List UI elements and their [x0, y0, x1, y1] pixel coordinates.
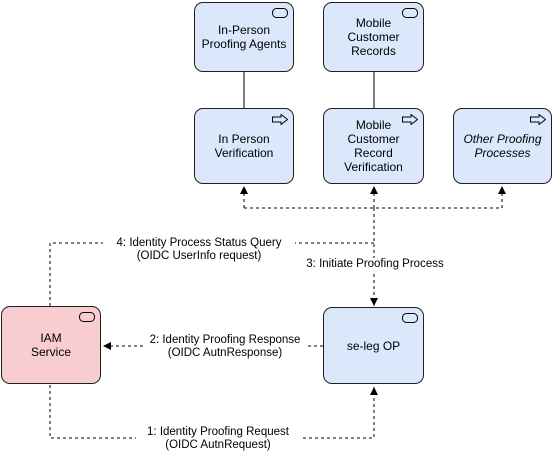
node-label: In-Person Proofing Agents — [201, 23, 287, 51]
process-arrow-icon — [402, 114, 418, 125]
rounded-rect-icon — [402, 313, 418, 323]
node-se-leg-op[interactable] — [323, 307, 424, 384]
process-arrow-icon — [530, 114, 546, 125]
rounded-rect-icon — [272, 8, 288, 18]
node-label: Other Proofing Processes — [463, 132, 542, 160]
node-mobile-customer-records[interactable] — [323, 2, 424, 72]
edge-label-status-query: 4: Identity Process Status Query (OIDC UserInfo request) — [103, 237, 295, 263]
edge-label-response: 2: Identity Proofing Response (OIDC AutnResponse) — [143, 334, 307, 360]
node-label: Mobile Customer Records — [347, 16, 400, 58]
node-in-person-verification[interactable] — [194, 108, 294, 184]
node-iam-service[interactable] — [1, 306, 101, 384]
edge-label-initiate: 3: Initiate Proofing Process — [297, 258, 453, 271]
node-mobile-customer-record-verification[interactable] — [323, 108, 424, 184]
node-other-proofing-processes[interactable] — [453, 108, 552, 184]
rounded-rect-icon — [79, 312, 95, 322]
node-label: In Person Verification — [214, 132, 274, 160]
node-label: Mobile Customer Record Verification — [344, 118, 403, 174]
rounded-rect-icon — [402, 8, 418, 18]
node-in-person-proofing-agents[interactable] — [194, 2, 294, 72]
node-label: se-leg OP — [346, 338, 401, 353]
edge-label-request: 1: Identity Proofing Request (OIDC AutnRequest) — [136, 426, 300, 452]
process-arrow-icon — [272, 114, 288, 125]
node-label: IAM Service — [30, 331, 71, 359]
